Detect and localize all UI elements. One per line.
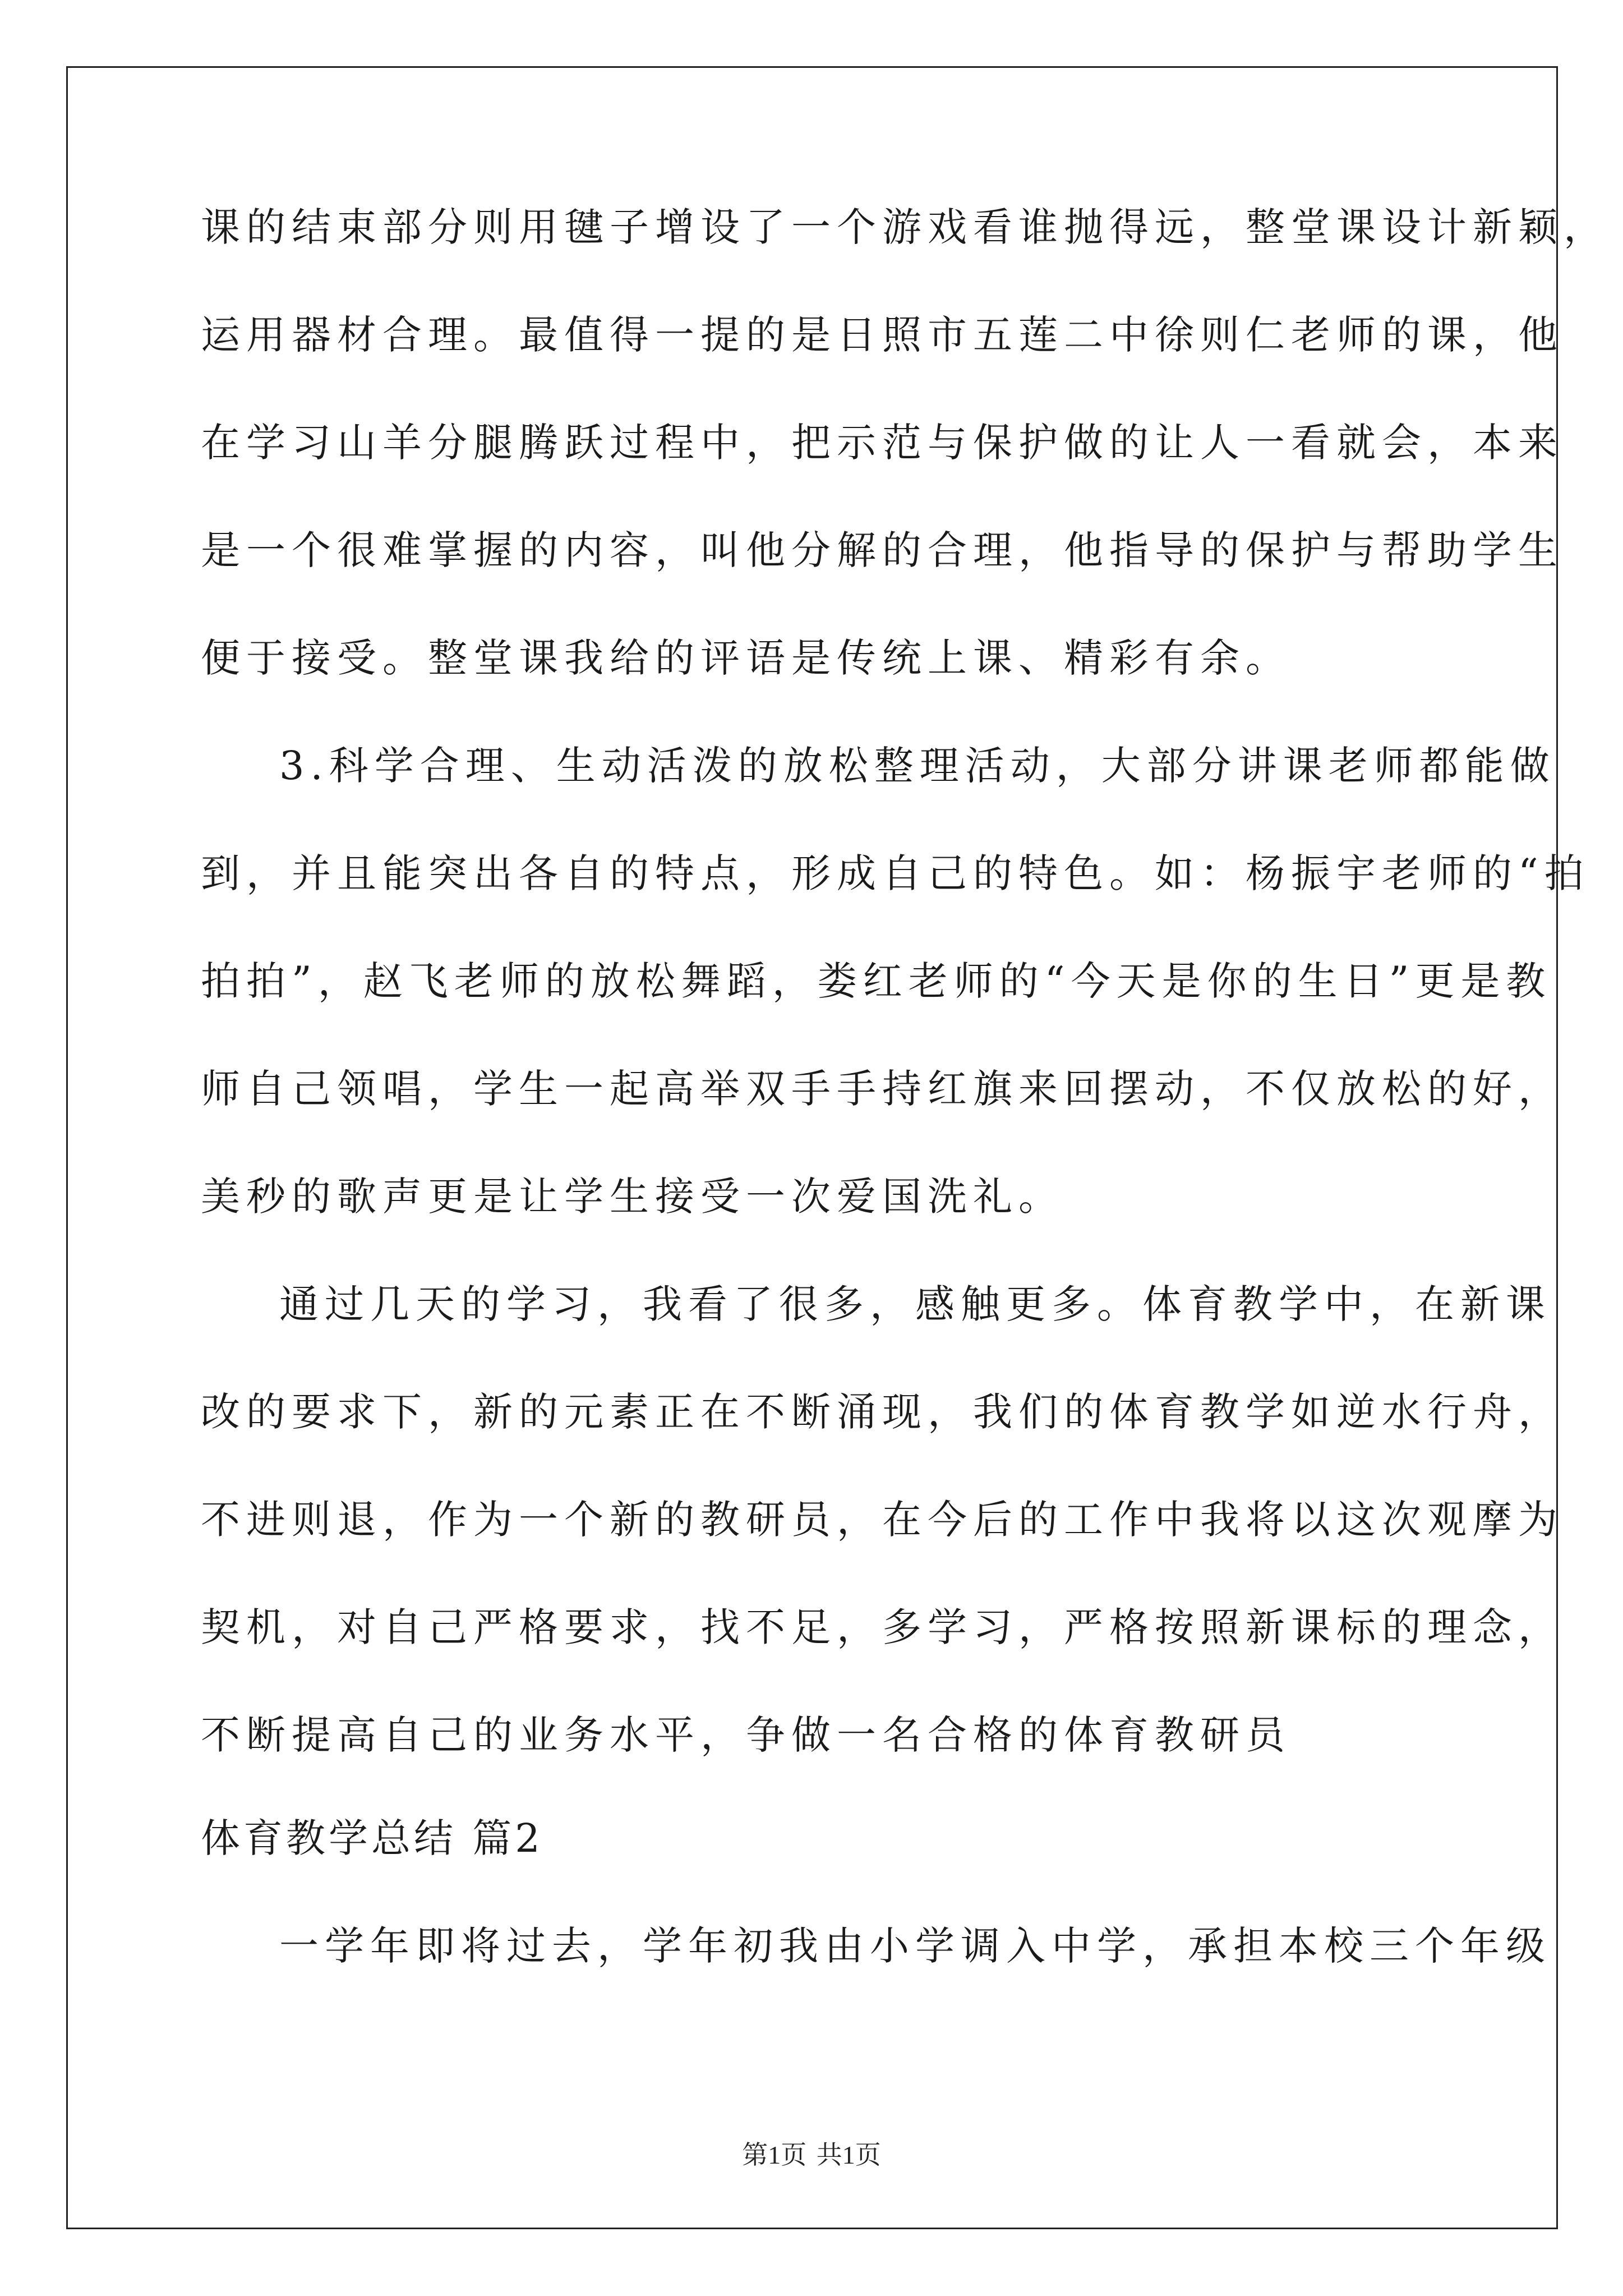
text-line: 是一个很难掌握的内容，叫他分解的合理，他指导的保护与帮助学生 [201,527,1564,573]
text-line: 改的要求下，新的元素正在不断涌现，我们的体育教学如逆水行舟， [201,1389,1564,1435]
text-line: 契机，对自己严格要求，找不足，多学习，严格按照新课标的理念， [201,1604,1564,1650]
text-line: 课的结束部分则用毽子增设了一个游戏看谁抛得远，整堂课设计新颖， [201,204,1609,250]
text-line: 不进则退，作为一个新的教研员，在今后的工作中我将以这次观摩为 [201,1497,1564,1543]
text-line: 在学习山羊分腿腾跃过程中，把示范与保护做的让人一看就会，本来 [201,420,1564,466]
text-line: 拍拍”，赵飞老师的放松舞蹈，娄红老师的“今天是你的生日”更是教 [201,958,1552,1004]
text-line: 师自己领唱，学生一起高举双手手持红旗来回摆动，不仅放松的好， [201,1066,1564,1112]
text-line: 到，并且能突出各自的特点，形成自己的特色。如：杨振宇老师的“拍 [201,850,1590,896]
text-line: 一学年即将过去，学年初我由小学调入中学，承担本校三个年级 [279,1923,1551,1969]
text-line: 3.科学合理、生动活泼的放松整理活动，大部分讲课老师都能做 [279,743,1556,789]
text-line: 运用器材合理。最值得一提的是日照市五莲二中徐则仁老师的课，他 [201,312,1564,358]
page-border [66,66,1558,2229]
page-footer: 第1页 共1页 [742,2141,881,2169]
text-line: 不断提高自己的业务水平，争做一名合格的体育教研员 [201,1712,1291,1758]
text-line: 通过几天的学习，我看了很多，感触更多。体育教学中，在新课 [279,1281,1551,1327]
text-line: 美秒的歌声更是让学生接受一次爱国洗礼。 [201,1174,1064,1220]
text-line: 便于接受。整堂课我给的评语是传统上课、精彩有余。 [201,635,1291,681]
section-heading: 体育教学总结 篇2 [201,1815,543,1861]
